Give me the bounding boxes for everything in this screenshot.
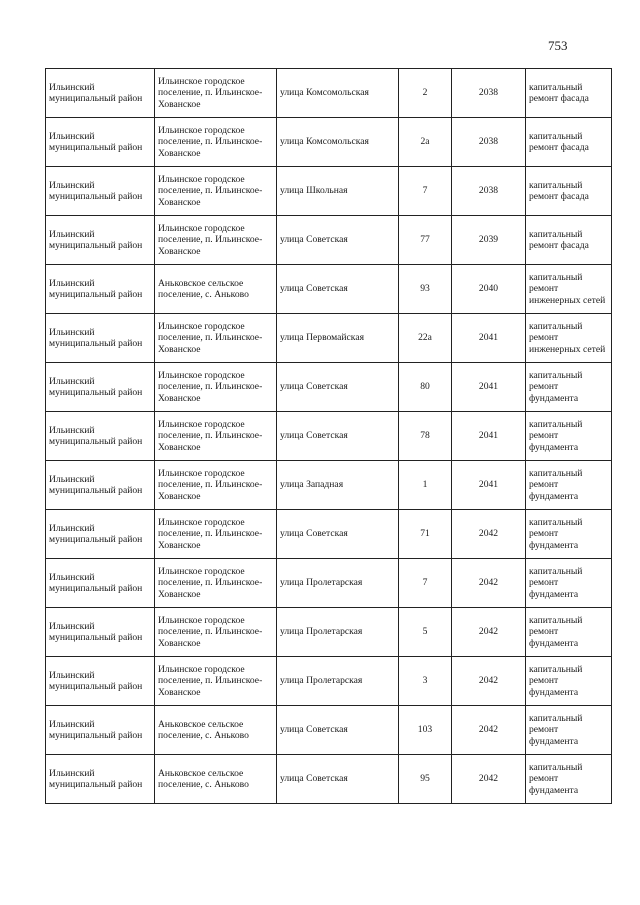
street-cell: улица Советская <box>277 216 399 265</box>
house-number-cell: 103 <box>399 706 452 755</box>
table-row <box>46 412 612 461</box>
street-cell: улица Пролетарская <box>277 559 399 608</box>
work-type-cell: капитальный ремонт фасада <box>526 69 612 118</box>
year-cell: 2041 <box>452 461 526 510</box>
street-cell: улица Советская <box>277 706 399 755</box>
work-type-cell: капитальный ремонт фундамента <box>526 412 612 461</box>
table-row <box>46 265 612 314</box>
district-cell: Ильинский муниципальный район <box>46 510 155 559</box>
table-row <box>46 559 612 608</box>
year-cell: 2041 <box>452 314 526 363</box>
year-cell: 2041 <box>452 412 526 461</box>
district-cell: Ильинский муниципальный район <box>46 706 155 755</box>
district-cell: Ильинский муниципальный район <box>46 69 155 118</box>
district-cell: Ильинский муниципальный район <box>46 216 155 265</box>
table-row <box>46 608 612 657</box>
registry-table-body <box>46 69 612 804</box>
work-type-cell: капитальный ремонт фасада <box>526 167 612 216</box>
settlement-cell: Ильинское городское поселение, п. Ильинское-Хованское <box>155 69 277 118</box>
street-cell: улица Комсомольская <box>277 69 399 118</box>
house-number-cell: 95 <box>399 755 452 804</box>
house-number-cell: 2а <box>399 118 452 167</box>
settlement-cell: Ильинское городское поселение, п. Ильинское-Хованское <box>155 559 277 608</box>
table-row <box>46 657 612 706</box>
house-number-cell: 80 <box>399 363 452 412</box>
work-type-cell: капитальный ремонт фундамента <box>526 461 612 510</box>
house-number-cell: 78 <box>399 412 452 461</box>
district-cell: Ильинский муниципальный район <box>46 363 155 412</box>
settlement-cell: Ильинское городское поселение, п. Ильинское-Хованское <box>155 608 277 657</box>
district-cell: Ильинский муниципальный район <box>46 608 155 657</box>
table-row <box>46 706 612 755</box>
street-cell: улица Советская <box>277 363 399 412</box>
table-row <box>46 314 612 363</box>
work-type-cell: капитальный ремонт фасада <box>526 118 612 167</box>
table-row <box>46 167 612 216</box>
work-type-cell: капитальный ремонт фундамента <box>526 755 612 804</box>
street-cell: улица Пролетарская <box>277 608 399 657</box>
settlement-cell: Ильинское городское поселение, п. Ильинское-Хованское <box>155 363 277 412</box>
house-number-cell: 22а <box>399 314 452 363</box>
year-cell: 2042 <box>452 510 526 559</box>
house-number-cell: 7 <box>399 167 452 216</box>
street-cell: улица Западная <box>277 461 399 510</box>
settlement-cell: Ильинское городское поселение, п. Ильинское-Хованское <box>155 314 277 363</box>
settlement-cell: Аньковское сельское поселение, с. Аньково <box>155 265 277 314</box>
registry-table <box>45 68 612 804</box>
work-type-cell: капитальный ремонт фундамента <box>526 657 612 706</box>
table-row <box>46 510 612 559</box>
year-cell: 2038 <box>452 167 526 216</box>
work-type-cell: капитальный ремонт фундамента <box>526 559 612 608</box>
house-number-cell: 2 <box>399 69 452 118</box>
street-cell: улица Советская <box>277 412 399 461</box>
settlement-cell: Ильинское городское поселение, п. Ильинское-Хованское <box>155 412 277 461</box>
work-type-cell: капитальный ремонт фасада <box>526 216 612 265</box>
street-cell: улица Советская <box>277 755 399 804</box>
settlement-cell: Ильинское городское поселение, п. Ильинское-Хованское <box>155 216 277 265</box>
house-number-cell: 3 <box>399 657 452 706</box>
settlement-cell: Ильинское городское поселение, п. Ильинское-Хованское <box>155 510 277 559</box>
street-cell: улица Комсомольская <box>277 118 399 167</box>
table-row <box>46 363 612 412</box>
page-number: 753 <box>548 38 568 53</box>
year-cell: 2038 <box>452 69 526 118</box>
work-type-cell: капитальный ремонт фундамента <box>526 706 612 755</box>
table-row <box>46 755 612 804</box>
year-cell: 2042 <box>452 755 526 804</box>
settlement-cell: Аньковское сельское поселение, с. Аньково <box>155 755 277 804</box>
street-cell: улица Первомайская <box>277 314 399 363</box>
table-row <box>46 118 612 167</box>
house-number-cell: 77 <box>399 216 452 265</box>
table-row <box>46 461 612 510</box>
year-cell: 2042 <box>452 657 526 706</box>
work-type-cell: капитальный ремонт фундамента <box>526 608 612 657</box>
work-type-cell: капитальный ремонт фундамента <box>526 510 612 559</box>
house-number-cell: 93 <box>399 265 452 314</box>
table-row <box>46 69 612 118</box>
year-cell: 2039 <box>452 216 526 265</box>
house-number-cell: 7 <box>399 559 452 608</box>
year-cell: 2042 <box>452 706 526 755</box>
street-cell: улица Советская <box>277 510 399 559</box>
street-cell: улица Школьная <box>277 167 399 216</box>
district-cell: Ильинский муниципальный район <box>46 461 155 510</box>
year-cell: 2042 <box>452 559 526 608</box>
house-number-cell: 71 <box>399 510 452 559</box>
district-cell: Ильинский муниципальный район <box>46 314 155 363</box>
work-type-cell: капитальный ремонт инженерных сетей <box>526 265 612 314</box>
house-number-cell: 5 <box>399 608 452 657</box>
district-cell: Ильинский муниципальный район <box>46 167 155 216</box>
year-cell: 2042 <box>452 608 526 657</box>
year-cell: 2038 <box>452 118 526 167</box>
year-cell: 2041 <box>452 363 526 412</box>
district-cell: Ильинский муниципальный район <box>46 559 155 608</box>
work-type-cell: капитальный ремонт фундамента <box>526 363 612 412</box>
settlement-cell: Ильинское городское поселение, п. Ильинское-Хованское <box>155 118 277 167</box>
street-cell: улица Советская <box>277 265 399 314</box>
settlement-cell: Ильинское городское поселение, п. Ильинское-Хованское <box>155 167 277 216</box>
settlement-cell: Ильинское городское поселение, п. Ильинское-Хованское <box>155 461 277 510</box>
settlement-cell: Ильинское городское поселение, п. Ильинское-Хованское <box>155 657 277 706</box>
district-cell: Ильинский муниципальный район <box>46 657 155 706</box>
table-row <box>46 216 612 265</box>
district-cell: Ильинский муниципальный район <box>46 755 155 804</box>
house-number-cell: 1 <box>399 461 452 510</box>
settlement-cell: Аньковское сельское поселение, с. Аньково <box>155 706 277 755</box>
street-cell: улица Пролетарская <box>277 657 399 706</box>
district-cell: Ильинский муниципальный район <box>46 412 155 461</box>
district-cell: Ильинский муниципальный район <box>46 118 155 167</box>
district-cell: Ильинский муниципальный район <box>46 265 155 314</box>
work-type-cell: капитальный ремонт инженерных сетей <box>526 314 612 363</box>
year-cell: 2040 <box>452 265 526 314</box>
